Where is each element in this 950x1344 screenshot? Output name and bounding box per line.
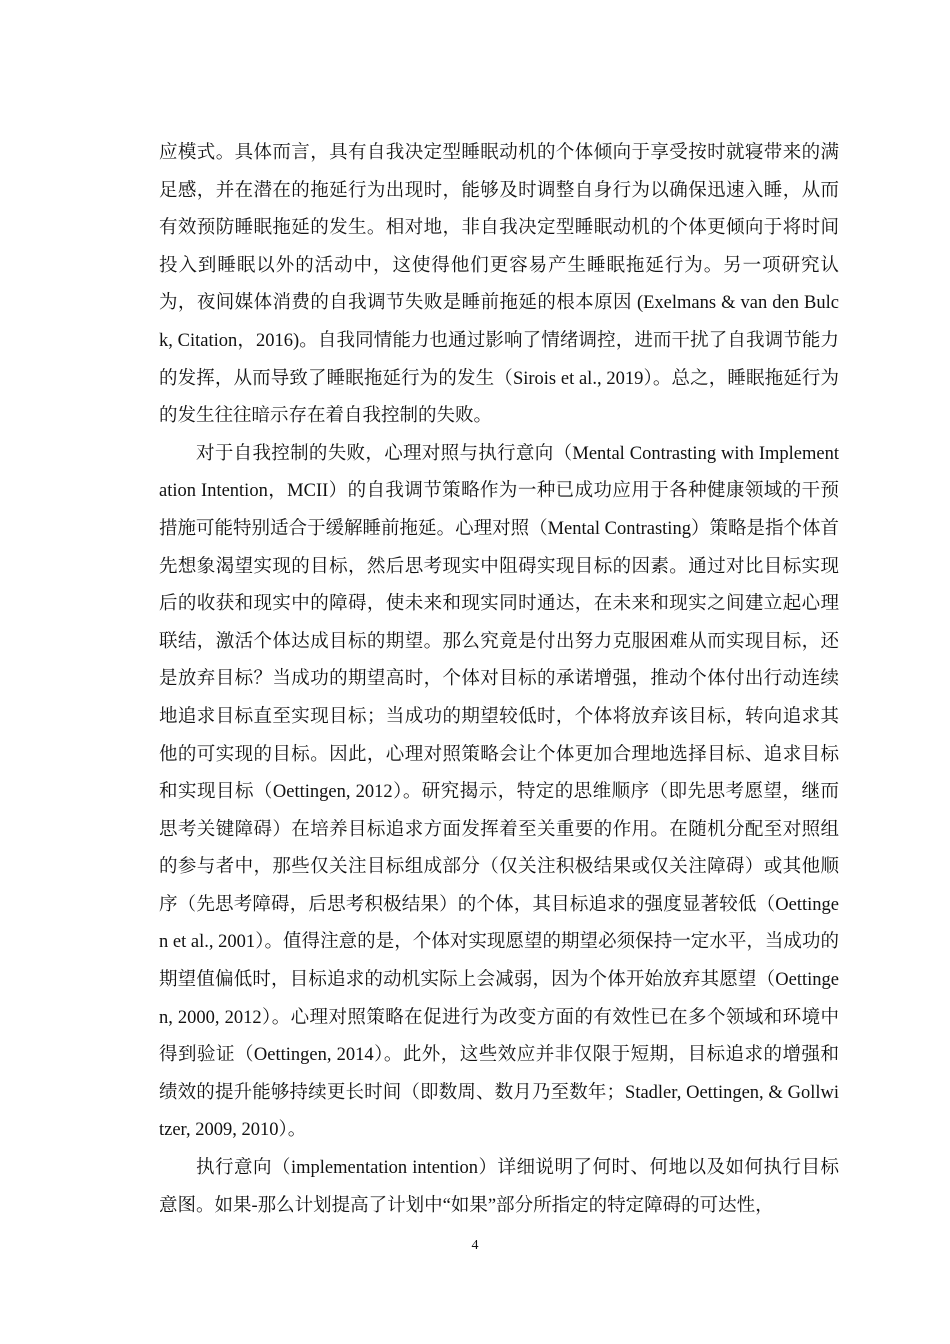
page-number: 4: [471, 1238, 479, 1253]
paragraph-1: 应模式。具体而言，具有自我决定型睡眠动机的个体倾向于享受按时就寝带来的满足感，并在潜在的拖延行为出现时，能够及时调整自身行为以确保迅速入睡，从而有效预防睡眠拖延的发生。相对地，非自我决定型睡眠动机的个体更倾向于将时间投入到睡眠以外的活动中，这使得他们更容易产生睡眠拖延行为。另一项研究认为，夜间媒体消费的自我调节失败是睡前拖延的根本原因 (Exelmans & van den Bulck, Citation，2016)。自我同情能力也通过影响了情绪调控，进而干扰了自我调节能力的发挥，从而导致了睡眠拖延行为的发生（Sirois et al., 2019）。总之，睡眠拖延行为的发生往往暗示存在着自我控制的失败。: [159, 143, 839, 427]
paragraph-3: 执行意向（implementation intention）详细说明了何时、何地以及如何执行目标意图。如果-那么计划提高了计划中“如果”部分所指定的特定障碍的可达性，: [159, 1158, 839, 1216]
body-text: [159, 135, 839, 1225]
paragraph-2: 对于自我控制的失败，心理对照与执行意向（Mental Contrasting with Implementation Intention，MCII）的自我调节策略作为一种已成功应用于各种健康领域的干预措施可能特别适合于缓解睡前拖延。心理对照（Mental Contrasting）策略是指个体首先想象渴望实现的目标，然后思考现实中阻碍实现目标的因素。通过对比目标实现后的收获和现实中的障碍，使未来和现实同时通达，在未来和现实之间建立起心理联结，激活个体达成目标的期望。那么究竟是付出努力克服困难从而实现目标，还是放弃目标？当成功的期望高时，个体对目标的承诺增强，推动个体付出行动连续地追求目标直至实现目标；当成功的期望较低时，个体将放弃该目标，转向追求其他的可实现的目标。因此，心理对照策略会让个体更加合理地选择目标、追求目标和实现目标（Oettingen, 2012）。研究揭示，特定的思维顺序（即先思考愿望，继而思考关键障碍）在培养目标追求方面发挥着至关重要的作用。在随机分配至对照组的参与者中，那些仅关注目标组成部分（仅关注积极结果或仅关注障碍）或其他顺序（先思考障碍，后思考积极结果）的个体，其目标追求的强度显著较低（Oettingen et al., 2001）。值得注意的是，个体对实现愿望的期望必须保持一定水平，当成功的期望值偏低时，目标追求的动机实际上会减弱，因为个体开始放弃其愿望（Oettingen, 2000, 2012）。心理对照策略在促进行为改变方面的有效性已在多个领域和环境中得到验证（Oettingen, 2014）。此外，这些效应并非仅限于短期，目标追求的增强和绩效的提升能够持续更长时间（即数周、数月乃至数年；Stadler, Oettingen, & Gollwitzer, 2009, 2010）。: [159, 443, 839, 1141]
